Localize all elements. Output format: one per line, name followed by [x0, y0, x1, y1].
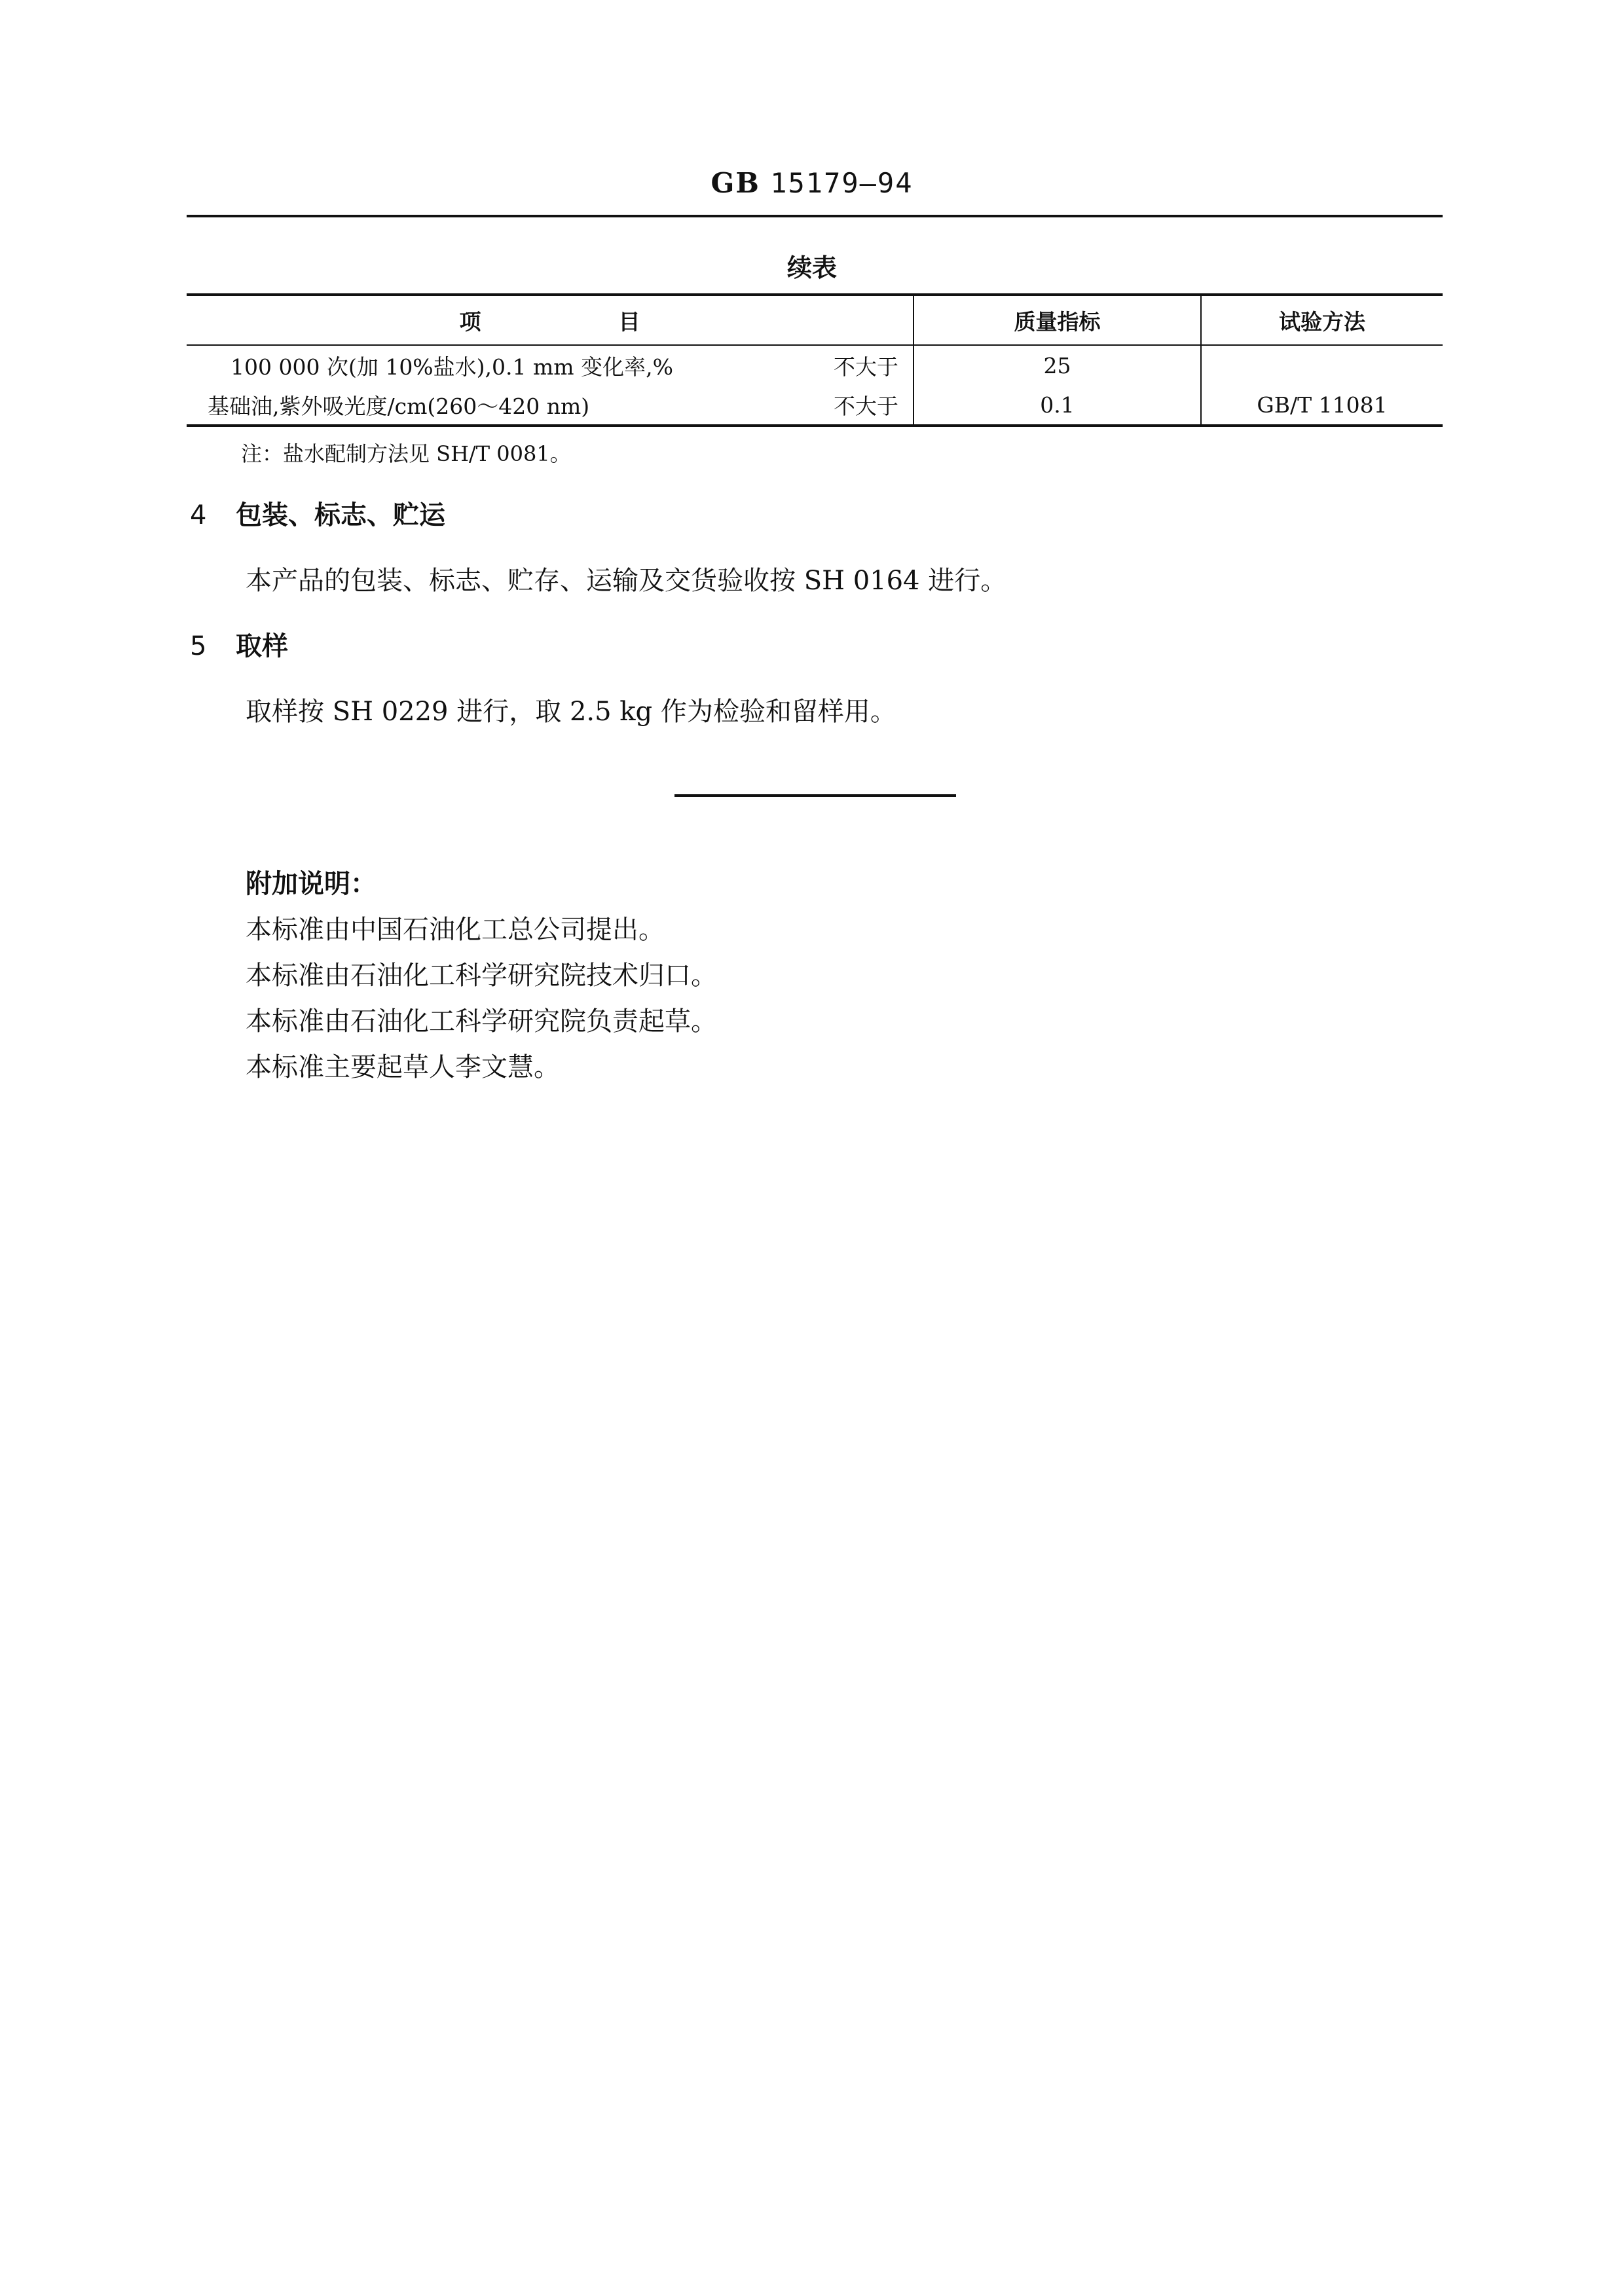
header-item	[187, 295, 913, 345]
row-limit-text: 不大于	[834, 393, 898, 419]
spec-table	[187, 293, 1443, 427]
appendix-line: 本标准由中国石油化工总公司提出。	[246, 915, 665, 945]
row-item-text: 100 000 次(加 10%盐水),0.1 mm 变化率,%	[231, 354, 673, 380]
header-item-part1: 项	[459, 308, 481, 335]
table-caption: 续表	[786, 253, 837, 282]
section-5-title: 取样	[236, 631, 288, 661]
appendix-title: 附加说明：	[246, 868, 377, 899]
row-item-cell	[187, 345, 913, 385]
table-row	[187, 385, 1443, 426]
appendix-line: 本标准由石油化工科学研究院技术归口。	[246, 961, 717, 991]
table-row	[187, 345, 1443, 385]
row-value: 25	[913, 345, 1201, 385]
document-code-prefix: GB	[710, 167, 760, 199]
section-4-body: 本产品的包装、标志、贮存、运输及交货验收按 SH 0164 进行。	[246, 566, 1007, 596]
section-5-number: 5	[190, 631, 207, 661]
section-4-number: 4	[190, 500, 207, 530]
header-quality: 质量指标	[913, 295, 1201, 345]
row-item-cell	[187, 385, 913, 426]
table-header-row	[187, 295, 1443, 345]
section-5-body: 取样按 SH 0229 进行，取 2.5 kg 作为检验和留样用。	[246, 697, 896, 727]
section-5-heading	[190, 625, 288, 663]
header-method: 试验方法	[1201, 295, 1443, 345]
header-rule	[187, 215, 1443, 217]
row-item-text: 基础油,紫外吸光度/cm(260～420 nm)	[208, 393, 590, 419]
table-note: 注：盐水配制方法见 SH/T 0081。	[241, 441, 571, 466]
row-value: 0.1	[913, 385, 1201, 426]
appendix-line: 本标准主要起草人李文慧。	[246, 1052, 560, 1082]
row-method	[1201, 345, 1443, 385]
header-item-part2: 目	[618, 308, 640, 335]
row-method: GB/T 11081	[1201, 385, 1443, 426]
document-code	[0, 167, 1624, 199]
end-rule	[674, 794, 956, 797]
document-code-number: 15179—94	[770, 167, 913, 199]
row-limit-text: 不大于	[834, 354, 898, 380]
appendix-line: 本标准由石油化工科学研究院负责起草。	[246, 1006, 717, 1037]
section-4-title: 包装、标志、贮运	[236, 500, 445, 530]
section-4-heading	[190, 494, 445, 532]
appendix	[246, 861, 717, 1090]
